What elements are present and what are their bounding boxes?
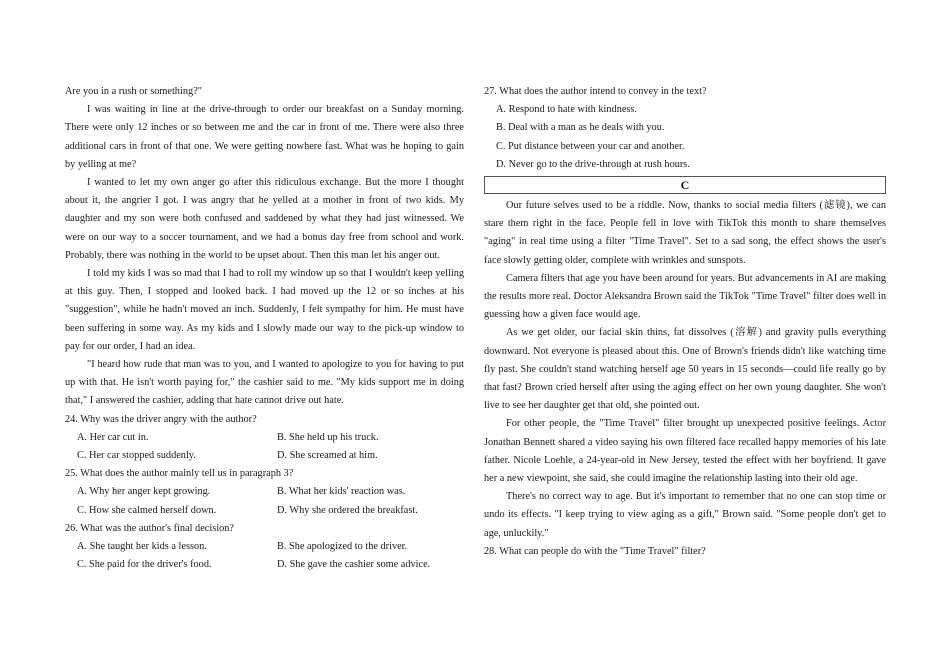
question-24-options xyxy=(65,429,464,447)
passage-paragraph-4: "I heard how rude that man was to you, and I wanted to apologize to you for having to put up with that. He isn't worth paying for," the cashier said to me. "My kids support me in doing that," I answered the cashier, adding that hate cannot drive out hate. xyxy=(65,359,464,407)
option-d: D. She gave the cashier some advice. xyxy=(277,559,431,571)
question-26: 26. What was the author's final decision? xyxy=(65,522,234,534)
question-27: 27. What does the author intend to convey in the text? xyxy=(484,86,707,97)
option-a: A. Her car cut in. xyxy=(77,431,149,443)
question-24-options-row2 xyxy=(65,447,464,465)
left-column xyxy=(65,83,464,574)
option-c: C. How she calmed herself down. xyxy=(77,504,217,516)
option-d: D. Never go to the drive-through at rush hours. xyxy=(496,158,690,170)
option-c: C. She paid for the driver's food. xyxy=(77,559,212,571)
option-d: D. Why she ordered the breakfast. xyxy=(277,504,418,516)
passage-paragraph-3: I told my kids I was so mad that I had to roll my window up so that I wouldn't keep yelling at this guy. Then, I stopped and looked back. I had moved up the 12 or so inches at his "suggestion", while he hadn't moved an inch. Suddenly, I felt sympathy for him. He must have been suffering in some way. As my kids and I slowly made our way to the pick-up window to pay for our order, I had an idea. xyxy=(65,268,464,352)
option-a: A. Respond to hate with kindness. xyxy=(496,104,637,116)
question-24: 24. Why was the driver angry with the author? xyxy=(65,413,257,425)
option-b: B. What her kids' reaction was. xyxy=(277,486,406,498)
question-26-options xyxy=(65,538,464,556)
option-d: D. She screamed at him. xyxy=(277,450,378,462)
question-26-options-row2 xyxy=(65,556,464,574)
option-c: C. Put distance between your car and another. xyxy=(496,140,685,152)
section-heading: C xyxy=(484,176,886,194)
option-c: C. Her car stopped suddenly. xyxy=(77,450,196,462)
option-b: B. Deal with a man as he deals with you. xyxy=(496,122,665,134)
option-a: A. Why her anger kept growing. xyxy=(77,486,211,498)
passage-paragraph-1: Our future selves used to be a riddle. Now, thanks to social media filters (滤镜), we can stare them right in the face. People fell in love with TikTok this month to share themselves "aging" in real time using a filter "Time Travel". Set to a sad song, the effect shows the user's face slowly getting older, complete with wrinkles and sunspots. xyxy=(484,200,886,266)
passage-paragraph-4: For other people, the "Time Travel" filter brought up unexpected positive feelings. Actor Jonathan Bennett shared a video saying his own filtered face recalled happy memories of his late father. Nicole Loehle, a 24-year-old in New Jersey, tested the effect with her boyfriend. It gave her a new viewpoint, she said, she could imagine the relationship lasting into their old age. xyxy=(484,418,886,485)
question-25-options-row2 xyxy=(65,502,464,520)
option-b: B. She apologized to the driver. xyxy=(277,541,408,553)
right-column xyxy=(484,83,886,561)
dialogue-line: Are you in a rush or something?" xyxy=(65,86,202,97)
question-25-options xyxy=(65,483,464,501)
option-a: A. She taught her kids a lesson. xyxy=(77,541,207,553)
passage-paragraph-2: I wanted to let my own anger go after this ridiculous exchange. But the more I thought about it, the angrier I got. I was angry that he yelled at a mother in front of two kids. My daughter and my son were both confused and saddened by what they had just witnessed. We were on our way to a soccer tournament, and we had a bonus day free from school and work. Probably, there was nothing in the world to be upset about. Then this man let his anger out. xyxy=(65,177,464,261)
passage-paragraph-3: As we get older, our facial skin thins, fat dissolves (溶解) and gravity pulls everything downward. Not everyone is pleased about this. One of Brown's friends didn't like watching time fly past. She couldn't stand watching herself age 50 years in 15 seconds—could life really go by that fast? Brown cried herself after using the aging effect on her own young daughter. She won't live to see her daughter get that old, she pointed out. xyxy=(484,327,886,412)
option-b: B. She held up his truck. xyxy=(277,431,379,443)
passage-paragraph-5: There's no correct way to age. But it's important to remember that no one can stop time or undo its effects. "I keep trying to view aging as a gift," Brown said. "Some people don't get to age, unluckily." xyxy=(484,491,886,539)
passage-paragraph-2: Camera filters that age you have been around for years. But advancements in AI are making the results more real. Doctor Aleksandra Brown said the TikTok "Time Travel" filter does well in guessing how a given face would age. xyxy=(484,272,886,321)
passage-paragraph-1: I was waiting in line at the drive-through to order our breakfast on a Sunday morning. There were only 12 inches or so between me and the car in front of me. There were also three additional cars in front of that one. We were getting nowhere fast. What was he hoping to gain by yelling at me? xyxy=(65,104,464,170)
question-28: 28. What can people do with the "Time Travel" filter? xyxy=(484,545,706,557)
question-25: 25. What does the author mainly tell us in paragraph 3? xyxy=(65,468,294,480)
